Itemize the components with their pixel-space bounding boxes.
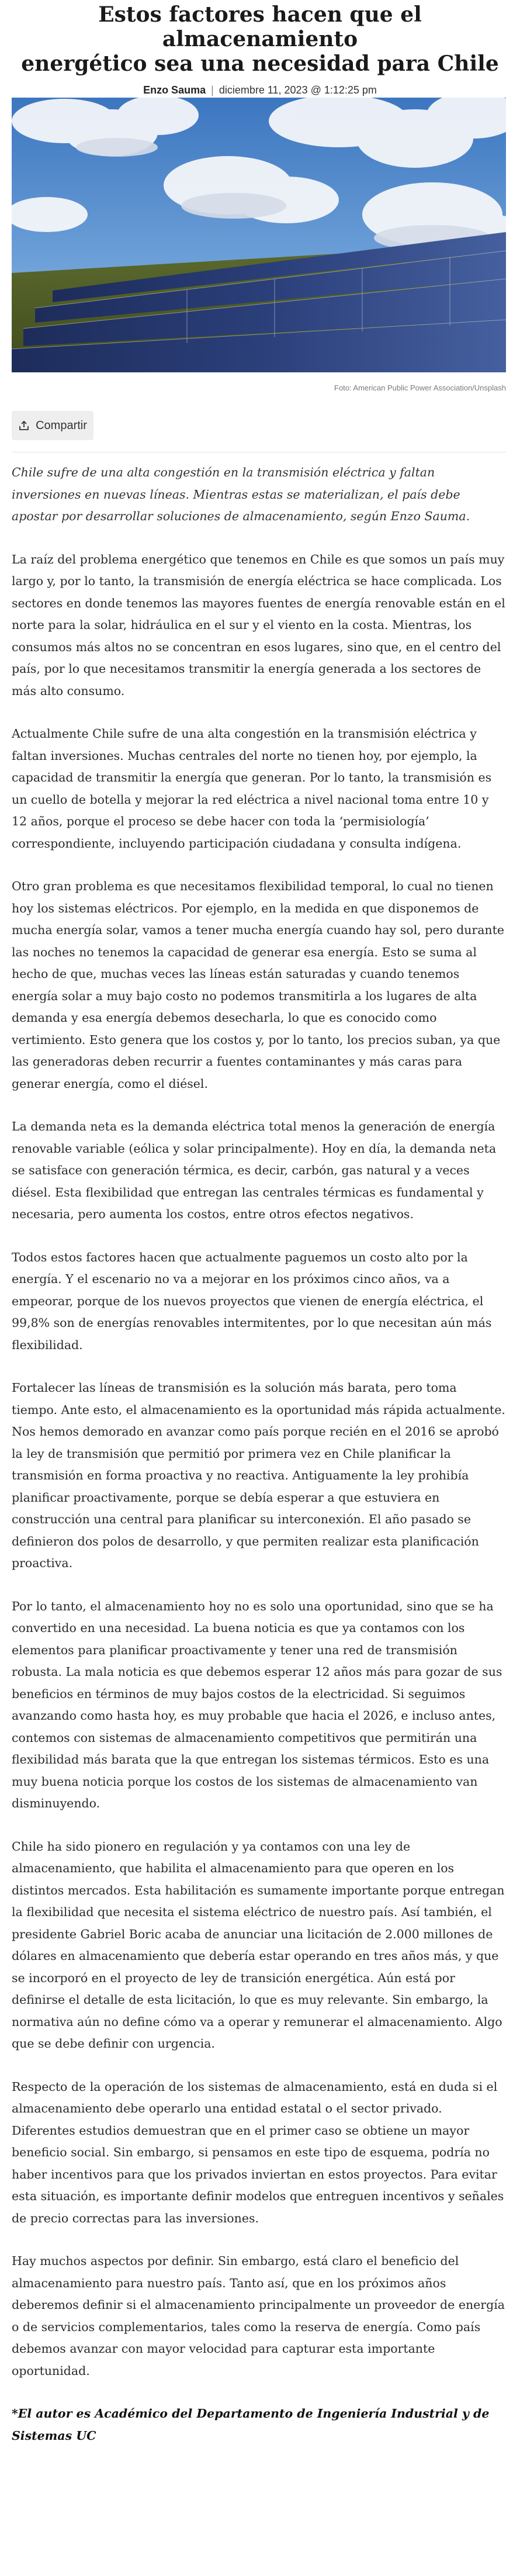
article-paragraph: Chile ha sido pionero en regulación y ya contamos con una ley de almacenamiento, que habilita el almacenamiento para que operen en los distintos mercados. Esta habilitación es sumamente importante porque entregan la flexibilidad que necesita el sistema eléctrico de nuestro país. Así también, el presidente Gabriel Boric acaba de anunciar una licitación de 2.000 millones de dólares en almacenamiento que debería estar operando en tres años más, y que se incorporó en el proyecto de ley de transición energética. Aún está por definirse el detalle de esta licitación, lo que es muy relevante. Sin embargo, la normativa aún no define cómo va a operar y remunerar el almacenamiento. Algo que se debe definir con urgencia. xyxy=(12,1839,505,2051)
article-title-line: Estos factores hacen que el almacenamiento xyxy=(98,2,422,51)
solar-panels-photo xyxy=(12,98,506,372)
hero-image xyxy=(12,98,506,372)
article-title xyxy=(0,0,520,76)
share-label: Compartir xyxy=(36,419,87,432)
image-caption: Foto: American Public Power Association/Unsplash xyxy=(334,383,506,392)
article-lead: Chile sufre de una alta congestión en la transmisión eléctrica y faltan inversiones en nuevas líneas. Mientras estas se materializan, el país debe apostar por desarrollar soluciones de almacenamiento, según Enzo Sauma. xyxy=(12,465,470,523)
article-paragraph: Hay muchos aspectos por definir. Sin embargo, está claro el beneficio del almacenamiento para nuestro país. Tanto así, que en los próximos años deberemos definir si el almacenamiento principalmente un proveedor de energía o de servicios complementarios, tales como la reserva de energía. Como país debemos avanzar con mayor velocidad para capturar esta importante oportunidad. xyxy=(12,2254,505,2378)
share-icon xyxy=(18,420,30,431)
publish-date: diciembre 11, 2023 @ 1:12:25 pm xyxy=(219,84,377,96)
author-name[interactable]: Enzo Sauma xyxy=(143,84,206,96)
share-button[interactable] xyxy=(12,411,93,440)
article-paragraph: Todos estos factores hacen que actualmente paguemos un costo alto por la energía. Y el escenario no va a mejorar en los próximos cinco años, va a empeorar, porque de los nuevos proyectos que vienen de energía eléctrica, el 99,8% son de energías renovables intermitentes, por lo que necesitan aún más flexibilidad. xyxy=(12,1250,492,1352)
byline-separator: | xyxy=(211,84,214,96)
article-paragraph: Otro gran problema es que necesitamos flexibilidad temporal, lo cual no tienen hoy los sistemas eléctricos. Por ejemplo, en la medida en que disponemos de mucha energía solar, vamos a tener mucha energía cuando hay sol, pero durante las noches no tenemos la capacidad de generar esa energía. Esto se suma al hecho de que, muchas veces las líneas están saturadas y cuando tenemos energía solar a muy bajo costo no podemos transmitirla a los lugares de alta demanda y esa energía debemos desecharla, lo que es conocido como vertimiento. Esto genera que los costos y, por lo tanto, los precios suban, ya que las generadoras deben recurrir a fuentes contaminantes y más caras para generar energía, como el diésel. xyxy=(12,879,504,1091)
article-body xyxy=(12,462,506,2447)
article-paragraph: Actualmente Chile sufre de una alta congestión en la transmisión eléctrica y faltan inversiones. Muchas centrales del norte no tienen hoy, por ejemplo, la capacidad de transmitir la energía que generan. Por lo tanto, la transmisión es un cuello de botella y mejorar la red eléctrica a nivel nacional toma entre 10 y 12 años, porque el proceso se debe hacer con toda la ‘permisiología’ correspondiente, incluyendo participación ciudadana y consulta indígena. xyxy=(12,727,492,850)
article-paragraph: Respecto de la operación de los sistemas de almacenamiento, está en duda si el almacenamiento debe operarlo una entidad estatal o el sector privado. Diferentes estudios demuestran que en el primer caso se obtiene un mayor beneficio social. Sin embargo, si pensamos en este tipo de esquema, podría no haber incentivos para que los privados inviertan en estos proyectos. Para evitar esta situación, es importante definir modelos que entreguen incentivos y señales de precio correctas para las inversiones. xyxy=(12,2079,504,2225)
article-paragraph: Fortalecer las líneas de transmisión es la solución más barata, pero toma tiempo. Ante esto, el almacenamiento es la oportunidad más rápida actualmente. Nos hemos demorado en avanzar como país porque recién en el 2016 se aprobó la ley de transmisión que permitió por primera vez en Chile planificar la transmisión en forma proactiva y no reactiva. Antiguamente la ley prohibía planificar proactivamente, porque se debía esperar a que estuviera en construcción una central para planificar su interconexión. El año pasado se definieron dos polos de desarrollo, y que permiten realizar esta planificación proactiva. xyxy=(12,1381,505,1570)
byline xyxy=(0,84,520,96)
article-paragraph: La demanda neta es la demanda eléctrica total menos la generación de energía renovable variable (eólica y solar principalmente). Hoy en día, la demanda neta se satisface con generación térmica, es decir, carbón, gas natural y a veces diésel. Esta flexibilidad que entregan las centrales térmicas es fundamental y necesaria, pero aumenta los costos, entre otros efectos negativos. xyxy=(12,1119,497,1221)
author-note: *El autor es Académico del Departamento de Ingeniería Industrial y de Sistemas UC xyxy=(12,2406,490,2443)
article-paragraph: La raíz del problema energético que tenemos en Chile es que somos un país muy largo y, por lo tanto, la transmisión de energía eléctrica se hace complicada. Los sectores en donde tenemos las mayores fuentes de energía renovable están en el norte para la solar, hidráulica en el sur y el viento en la costa. Mientras, los consumos más altos no se concentran en esos lugares, sino que, en el centro del país, por lo que necesitamos transmitir la energía generada a los sectores de más alto consumo. xyxy=(12,552,505,698)
article-paragraph: Por lo tanto, el almacenamiento hoy no es solo una oportunidad, sino que se ha convertido en una necesidad. La buena noticia es que ya contamos con los elementos para planificar proactivamente y tener una red de transmisión robusta. La mala noticia es que debemos esperar 12 años más para gozar de sus beneficios en términos de muy bajos costos de la electricidad. Si seguimos avanzando como hasta hoy, es muy probable que hacia el 2026, e incluso antes, contemos con sistemas de almacenamiento competitivos que permitirán una flexibilidad más barata que la que entregan los sistemas térmicos. Esto es una muy buena noticia porque los costos de los sistemas de almacenamiento van disminuyendo. xyxy=(12,1599,502,1810)
article-title-line: energético sea una necesidad para Chile xyxy=(21,51,499,76)
